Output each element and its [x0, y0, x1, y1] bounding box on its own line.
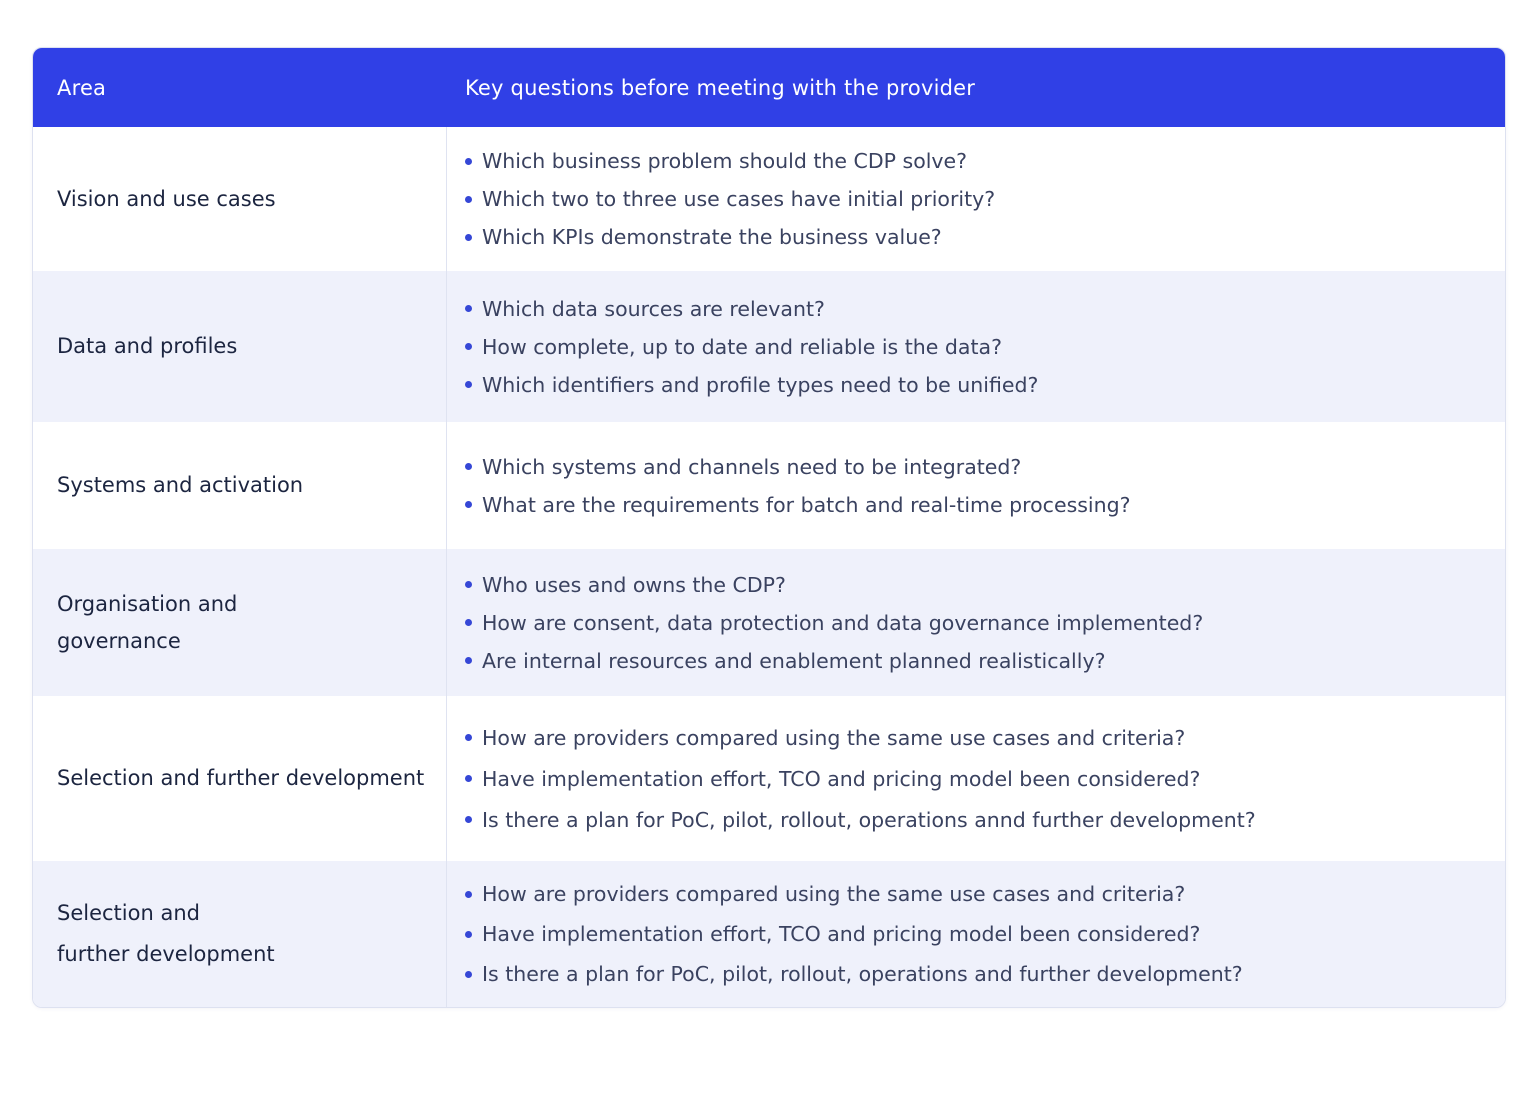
area-line: further development — [57, 942, 275, 966]
bullet-icon — [465, 234, 472, 241]
question-text: Which two to three use cases have initial priority? — [482, 187, 996, 211]
bullet-icon — [465, 463, 472, 470]
question-text: How complete, up to date and reliable is the data? — [482, 334, 1002, 359]
table-row — [33, 127, 1505, 271]
question-text: Which identifiers and profile types need to be unified? — [482, 372, 1039, 397]
question-text: Which data sources are relevant? — [482, 296, 825, 321]
bullet-icon — [465, 734, 472, 741]
questions-cell — [447, 422, 1505, 549]
question-text: How are consent, data protection and data governance implemented? — [482, 610, 1204, 635]
area-cell — [33, 549, 447, 696]
question-item — [465, 218, 1485, 256]
questions-cell — [447, 271, 1505, 422]
question-item — [465, 566, 1485, 604]
question-text: Is there a plan for PoC, pilot, rollout, operations annd further development? — [482, 807, 1256, 832]
questions-cell — [447, 696, 1505, 861]
bullet-icon — [465, 971, 472, 978]
bullet-icon — [465, 816, 472, 823]
table-row — [33, 549, 1505, 696]
question-item — [465, 366, 1485, 404]
question-item — [465, 328, 1485, 366]
area-cell — [33, 861, 447, 1007]
header-questions: Key questions before meeting with the provider — [465, 75, 976, 100]
question-text: How are providers compared using the same use cases and criteria? — [482, 882, 1186, 906]
question-item — [465, 486, 1485, 524]
question-text: How are providers compared using the same use cases and criteria? — [482, 725, 1186, 750]
question-text: What are the requirements for batch and real-time processing? — [482, 492, 1131, 517]
bullet-icon — [465, 381, 472, 388]
question-item — [465, 874, 1485, 914]
table-header-row — [33, 48, 1505, 127]
bullet-icon — [465, 931, 472, 938]
bullet-icon — [465, 891, 472, 898]
questions-table — [32, 47, 1506, 1008]
bullet-icon — [465, 619, 472, 626]
bullet-icon — [465, 196, 472, 203]
question-item — [465, 954, 1485, 994]
question-text: Which systems and channels need to be integrated? — [482, 454, 1022, 479]
question-item — [465, 448, 1485, 486]
question-item — [465, 142, 1485, 180]
question-text: Are internal resources and enablement planned realistically? — [482, 648, 1106, 673]
question-text: Have implementation effort, TCO and pricing model been considered? — [482, 922, 1201, 946]
question-text: Which business problem should the CDP solve? — [482, 149, 968, 173]
table-row — [33, 422, 1505, 549]
bullet-icon — [465, 343, 472, 350]
area-line: Organisation and — [57, 591, 238, 616]
question-item — [465, 717, 1485, 758]
table-row — [33, 861, 1505, 1007]
question-text: Which KPIs demonstrate the business value? — [482, 225, 942, 249]
area-cell: Data and profiles — [33, 271, 447, 422]
bullet-icon — [465, 501, 472, 508]
question-item — [465, 758, 1485, 799]
question-item — [465, 799, 1485, 840]
questions-cell — [447, 861, 1505, 1007]
area-line: governance — [57, 628, 181, 653]
area-cell: Systems and activation — [33, 422, 447, 549]
question-item — [465, 914, 1485, 954]
question-item — [465, 642, 1485, 680]
bullet-icon — [465, 581, 472, 588]
question-item — [465, 290, 1485, 328]
question-text: Who uses and owns the CDP? — [482, 572, 786, 597]
question-text: Is there a plan for PoC, pilot, rollout, operations and further development? — [482, 962, 1243, 986]
question-item — [465, 180, 1485, 218]
question-text: Have implementation effort, TCO and pricing model been considered? — [482, 766, 1201, 791]
header-area: Area — [57, 75, 107, 100]
area-cell: Selection and further development — [33, 696, 447, 861]
bullet-icon — [465, 775, 472, 782]
table-row — [33, 271, 1505, 422]
bullet-icon — [465, 305, 472, 312]
table-row — [33, 696, 1505, 861]
question-item — [465, 604, 1485, 642]
bullet-icon — [465, 158, 472, 165]
questions-cell — [447, 127, 1505, 271]
area-line: Selection and — [57, 901, 200, 925]
bullet-icon — [465, 657, 472, 664]
questions-cell — [447, 549, 1505, 696]
area-cell: Vision and use cases — [33, 127, 447, 271]
